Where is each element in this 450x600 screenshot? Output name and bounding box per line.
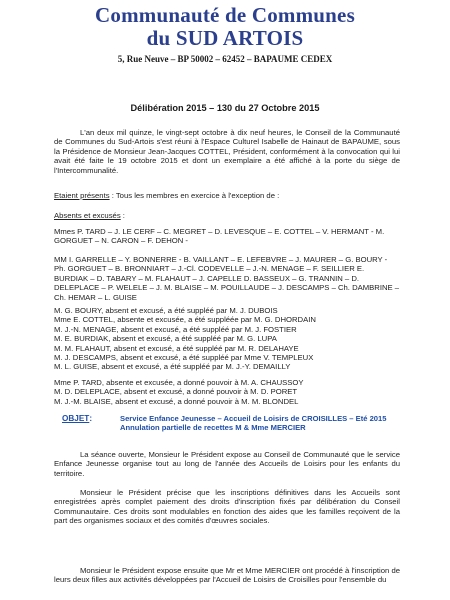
suppleant-item: M. J. DESCAMPS, absent et excusé, a été suppléé par Mme V. TEMPLEUX — [54, 353, 314, 363]
suppleant-item: M. M. FLAHAUT, absent et excusé, a été suppléé par M. R. DELAHAYE — [54, 343, 299, 353]
absents-heading — [54, 211, 400, 220]
suppleant-item: M. J.-N. MENAGE, absent et excusé, a été suppléé par M. J. FOSTIER — [54, 324, 297, 334]
objet-line: Annulation partielle de recettes M & Mme MERCIER — [120, 423, 306, 433]
objet-label — [62, 414, 92, 423]
absents-mm-line: Ph. GORGUET – B. BRONNIART – J.-Cl. CODEVELLE – J.-N. MENAGE – F. SEILLIER E. — [54, 264, 365, 274]
pouvoir-item: M. J.-M. BLAISE, absent et excusé, a donné pouvoir à M. M. BLONDEL — [54, 396, 299, 406]
body-paragraph: La séance ouverte, Monsieur le Président expose au Conseil de Communauté que le service Enfance Jeunesse organise tout au long de l'année des Accueils de Loisirs pour les enfants du territoire. — [54, 450, 400, 478]
body-paragraph: Monsieur le Président expose ensuite que Mr et Mme MERCIER ont procédé à l'inscription de leurs deux filles aux activités développées par l'Accueil de Loisirs de Croisilles pour l'ensemble du — [54, 566, 400, 585]
intro-paragraph: L'an deux mil quinze, le vingt-sept octobre à dix neuf heures, le Conseil de la Communauté de Communes du Sud-Artois s'est réuni à l'Espace Culturel Isabelle de Hainaut de BAPAUME, sous la Présidence de Monsieur Jean-Jacques COTTEL, Président, conformément à la convocation qui lui avait été faite le 19 octobre 2015 et dont un exemplaire a été affiché à la porte du siège de l'Intercommunalité. — [54, 128, 400, 175]
header-title-line2: du SUD ARTOIS — [146, 26, 304, 50]
objet-text — [120, 414, 420, 433]
absents-mm — [54, 255, 404, 302]
absents-mm-line: MM I. GARRELLE – Y. BONNERRE - B. VAILLANT – E. LEFEBVRE – J. MAURER – G. BOURY - — [54, 255, 388, 264]
pouvoirs-list — [54, 378, 404, 406]
suppleant-item: M. G. BOURY, absent et excusé, a été suppléé par M. J. DUBOIS — [54, 306, 278, 315]
suppleant-item: M. L. GUISE, absent et excusé, a été suppléé par M. J.-Y. DEMAILLY — [54, 362, 291, 372]
absents-mmes — [54, 227, 404, 246]
header-title-line1: Communauté de Communes — [95, 3, 355, 27]
absents-mm-line: DELEPLACE – P. WELELE – J. M. BLAISE – M. POUILLAUDE – J. DESCAMPS – Ch. DAMBRINE – — [54, 283, 400, 293]
deliberation-title: Délibération 2015 – 130 du 27 Octobre 2015 — [130, 103, 320, 113]
presents-label: Etaient présents — [54, 191, 110, 200]
absents-mm-line: Ch. HEMAR – L. GUISE — [54, 292, 137, 302]
pouvoir-item: M. D. DELEPLACE, absent et excusé, a donné pouvoir à M. D. PORET — [54, 387, 298, 397]
absents-label: Absents et excusés — [54, 211, 121, 220]
presents-line — [54, 191, 400, 200]
suppleant-item: M. E. BURDIAK, absent et excusé, a été suppléé par M. G. LUPA — [54, 334, 277, 344]
absents-mmes-line: Mmes P. TARD – J. LE CERF – C. MEGRET – D. LEVESQUE – E. COTTEL – V. HERMANT - M. — [54, 227, 385, 236]
header-address: 5, Rue Neuve – BP 50002 – 62452 – BAPAUME CEDEX — [117, 54, 333, 64]
objet-label-text: OBJET — [62, 414, 90, 423]
objet-line: Service Enfance Jeunesse – Accueil de Loisirs de CROISILLES – Eté 2015 — [120, 414, 387, 423]
body-paragraph: Monsieur le Président précise que les inscriptions définitives dans les Accueils sont enregistrées après complet paiement des droits d'inscription fixés par délibération du Conseil Communautaire. Ces droits sont modulables en fonction des aides que les familles reçoivent de la part des organismes sociaux et des comités d'œuvres sociales. — [54, 488, 400, 526]
presents-text: : Tous les membres en exercice à l'exception de : — [109, 191, 280, 200]
objet-separator: : — [89, 414, 93, 423]
pouvoir-item: Mme P. TARD, absente et excusée, a donné pouvoir à M. A. CHAUSSOY — [54, 378, 304, 387]
suppleants-list — [54, 306, 404, 372]
absents-mmes-line: GORGUET – N. CARON – F. DEHON - — [54, 236, 188, 246]
absents-suffix: : — [120, 211, 125, 220]
suppleant-item: Mme E. COTTEL, absente et excusée, a été suppléée par M. G. DHORDAIN — [54, 315, 316, 325]
absents-mm-line: BURDIAK – D. TABARY – M. FLAHAUT – J. CAPELLE D. BASSEUX – G. TRANNIN – D. — [54, 273, 360, 283]
